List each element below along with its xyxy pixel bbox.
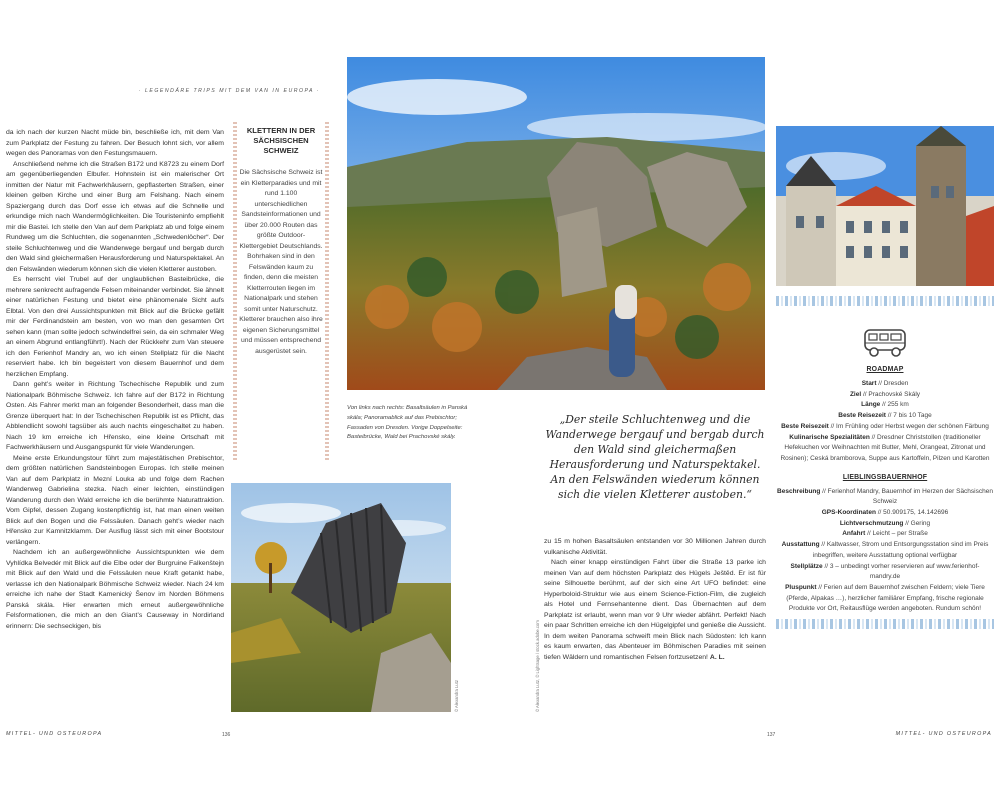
roadmap-entry: Länge // 255 km xyxy=(861,401,909,409)
farm-entry: Stellplätze // 3 – unbedingt vorher reservieren auf www.ferienhof-mandry.de xyxy=(790,562,980,581)
paragraph: Nachdem ich an außergewöhnliche Aussichtspunkten wie dem Vyhlídka Belvedér mit Blick auf die Elbe oder der Burgruine Falkenštejn mit Blick auf den Wald und die Felssäulen neue Kraft getankt habe, verlasse ich den Nationalpark Böhmische Schweiz wieder. Nach 24 km erreiche ich nahe der Stadt Kamenický Šenov im Norden Böhmens Panská skála. Hier erwarten mich erneut außergewöhnliche Felsformationen, die mich an den Giant’s Causeway in Nordirland erinnern: Die sechseckigen, bis xyxy=(6,549,224,630)
series-title: · LEGENDÄRE TRIPS MIT DEM VAN IN EUROPA · xyxy=(138,88,320,94)
basalt-columns-photo xyxy=(231,483,451,712)
paragraph: Dann geht’s weiter in Richtung Tschechische Republik und zum Nationalpark Böhmische Schweiz. Ich fahre auf der B172 in Richtung Osten. Als Fahrer merkt man an folgender Besonderheit, dass man die Grenze überquert hat: In der Tschechischen Republik ist es Pflicht, das Abblendlicht sowohl tagsüber als auch nachts eingeschaltet zu haben. Nach 19 km erreiche ich Hřensko, eine kleine Ortschaft mit Fachwerkhäusern und Ausgangspunkt für viele Wanderungen. xyxy=(6,381,224,451)
saxon-switzerland-panorama-photo xyxy=(347,57,765,390)
decorative-band-bottom xyxy=(776,619,994,629)
roadmap-title: ROADMAP xyxy=(866,366,904,373)
climbing-sidebar xyxy=(234,122,328,462)
roadmap-entry: Beste Reisezeit // 7 bis 10 Tage xyxy=(838,412,932,420)
footer-right: MITTEL- UND OSTEUROPA xyxy=(895,731,992,737)
paragraph: da ich nach der kurzen Nacht müde bin, beschließe ich, mit dem Van zum Parkplatz der Festung zu fahren. Der Besuch lohnt sich, vor allem wegen des Panoramas von den Festungsmauern. xyxy=(6,129,224,157)
photo-credit-left: © Alexandra Lutz xyxy=(454,680,459,712)
paragraph: zu 15 m hohen Basaltsäulen entstanden vor 30 Millionen Jahren durch vulkanische Aktivität. xyxy=(544,538,766,556)
photo-caption: Von links nach rechts: Basaltsäulen in Panská skála; Panoramablick auf das Prebischtor; Fassaden von Dresden. Vorige Doppelseite: Basteibrücke, Wald bei Prachovské skály. xyxy=(347,405,468,441)
paragraph: Meine erste Erkundungstour führt zum majestätischen Prebischtor, dem größten natürlichen Sandsteinbogen Europas. Ich stelle meinen Van auf dem Parkplatz in Mezní Louka ab und folge dem Rachen Wanderweg Gabrielina stezka. Nach einer leichten, einstündigen Wanderung durch den Wald erreiche ich die berühmte Naturattraktion. Vom Gipfel, dessen Zugang kostenpflichtig ist, hat man einen weiten Blick auf den Bogen und die Felssäulen. Danach geht’s wieder nach Hřensko zur Kamnitzklamm. Der Ausflug lässt sich mit einer Bootstour verlängern. xyxy=(6,454,224,546)
sidebar-border-right xyxy=(325,122,329,462)
farm-entry: Anfahrt // Leicht – per Straße xyxy=(842,530,928,538)
photo-credit-right: © Alexandra Lutz, © Lightsage / stock.adobe.com xyxy=(535,620,540,712)
page-number-left: 136 xyxy=(222,732,231,738)
roadmap-entry: Ziel // Prachovské Skály xyxy=(849,390,921,398)
body-column-left xyxy=(6,128,224,632)
author-signature: A. L. xyxy=(709,653,725,661)
farm-entry: Beschreibung // Ferienhof Mandry, Bauernhof im Herzen der Sächsischen Schweiz xyxy=(777,487,993,506)
running-header xyxy=(0,88,320,102)
dresden-facades-photo xyxy=(776,126,994,286)
van-icon xyxy=(863,326,907,358)
sidebar-title: KLETTERN IN DER SÄCHSISCHEN SCHWEIZ xyxy=(246,126,316,155)
page-number-right: 137 xyxy=(767,732,776,738)
roadmap-entry: Beste Reisezeit // Im Frühling oder Herbst wegen der schönen Färbung xyxy=(781,422,989,430)
roadmap-entry: Start // Dresden xyxy=(861,380,909,387)
sidebar-border-left xyxy=(233,122,237,462)
body-column-right xyxy=(544,537,766,663)
decorative-band-top xyxy=(776,296,994,306)
paragraph xyxy=(544,558,766,663)
farm-entries xyxy=(776,487,994,615)
farm-entry: Pluspunkt // Ferien auf dem Bauernhof zwischen Feldern; viele Tiere (Pferde, Alpakas …), herzlicher familiärer Empfang, frische regionale Produkte vor Ort, Reitausflüge werden angeboten. Rundum schön! xyxy=(785,583,985,613)
farm-entry: GPS-Koordinaten // 50.909175, 14.142696 xyxy=(821,509,949,517)
info-box xyxy=(776,296,994,629)
pull-quote: „Der steile Schluchtenweg und die Wanderwege bergauf und bergab durch den Wald sind gleichermaßen Herausforderung und Naturspektakel. An den Felswänden wiederum können sich die vielen Kletterer austoben.“ xyxy=(545,413,765,501)
paragraph: Es herrscht viel Trubel auf der unglaublichen Basteibrücke, die mehrere senkrecht aufragende Felsen miteinander verbindet. Sie ähnelt einer natürlichen Festung und bietet eine phänomenale Sicht aufs Elbtal. Von den drei Aussichtspunkten mit Blick auf die Brücke gefällt mir der Ferdinandstein am besten, von wo man den gesamten Ort sehen kann (man sollte jedoch schwindelfrei sein, da ein schmaler Weg an einem Abgrund entlangführt!). Nach der Rückkehr zum Van steuere ich den Ferienhof Mandry an, wo ich einen Stellplatz für die Nacht reserviert habe. Ich bin begeistert von diesem Bauernhof und dem herzlichen Empfang. xyxy=(6,276,224,378)
paragraph: Anschließend nehme ich die Straßen B172 und K8723 zu einem Dorf am gegenüberliegenden Elbufer. Hohnstein ist ein malerischer Ort inmitten der Natur mit Fachwerkhäusern, gepflasterten Straßen, einer kleinen gelben Kirche und einer Burg am Felshang. Nach einem Spaziergang durch das Dorf esse ich etwas auf die Schnelle und erkundige mich nach Wandermöglichkeiten. Die Touristeninfo empfiehlt mir die Bastei. Ich stelle den Van auf dem Parkplatz ab und folge einem Rundweg um die Schluchten, die sogenannten „Schwedenlöcher“. Der steile Schluchtenweg und die Wanderwege bergauf und bergab durch den Wald sind gleichermaßen Herausforderung und Naturspektakel. An den Felswänden wiederum können sich die vielen Kletterer austoben. xyxy=(6,160,224,273)
farm-entry: Ausstattung // Kaltwasser, Strom und Entsorgungsstation sind im Preis inbegriffen, weitere Ausstattung optional verfügbar xyxy=(781,541,989,559)
farm-title: LIEBLINGSBAUERNHOF xyxy=(842,473,928,481)
paragraph-text: Nach einer knapp einstündigen Fahrt über die Straße 13 parke ich meinen Van auf dem höchsten Parkplatz des Hügels Ještěd. Er ist für seine Silhouette berühmt, auf der sich eine Art UFO befindet: eine Hyperboloid-Struktur wie aus einem Science-Fiction-Film, die zugleich als Hotel und Fernsehantenne dient. Das Übernachten auf dem Parkplatz ist erlaubt, wenn man vor 9 Uhr wieder abfährt. Perfekt! Nach ein paar Schritten erreiche ich den Hügelgipfel und genieße die Aussicht. In dem weiten Panorama schweift mein Blick nach Südosten: Ich kann es kaum erwarten, das Abenteuer im Böhmischen Paradies mit seinen tiefen Wäldern und romantischen Felsen fortzusetzen! xyxy=(544,559,766,661)
roadmap-entry: Kulinarische Spezialitäten // Dresdner Christstollen (traditioneller Hefekuchen vor Weihnachten mit Butter, Mehl, Orangeat, Zitronat und Rosinen); Ceská bramborova, Suppe aus Kartoffeln, Pilzen und Karotten xyxy=(780,433,990,462)
farm-entry: Lichtverschmutzung // Gering xyxy=(839,519,931,527)
roadmap-entries xyxy=(776,379,994,465)
sidebar-text: Die Sächsische Schweiz ist ein Kletterparadies und mit rund 1.100 unterschiedlichen Sandsteinformationen und über 20.000 Routen das größte Outdoor-Klettergebiet Deutschlands. Bohrhaken sind in den Felswänden kaum zu finden, denn die meisten Kletterrouten liegen im Nationalpark und stehen somit unter Naturschutz. Kletterer brauchen also ihre eigenen Sicherungsmittel und müssen entsprechend ausgerüstet sein. xyxy=(239,169,323,355)
footer-left: MITTEL- UND OSTEUROPA xyxy=(6,731,103,737)
